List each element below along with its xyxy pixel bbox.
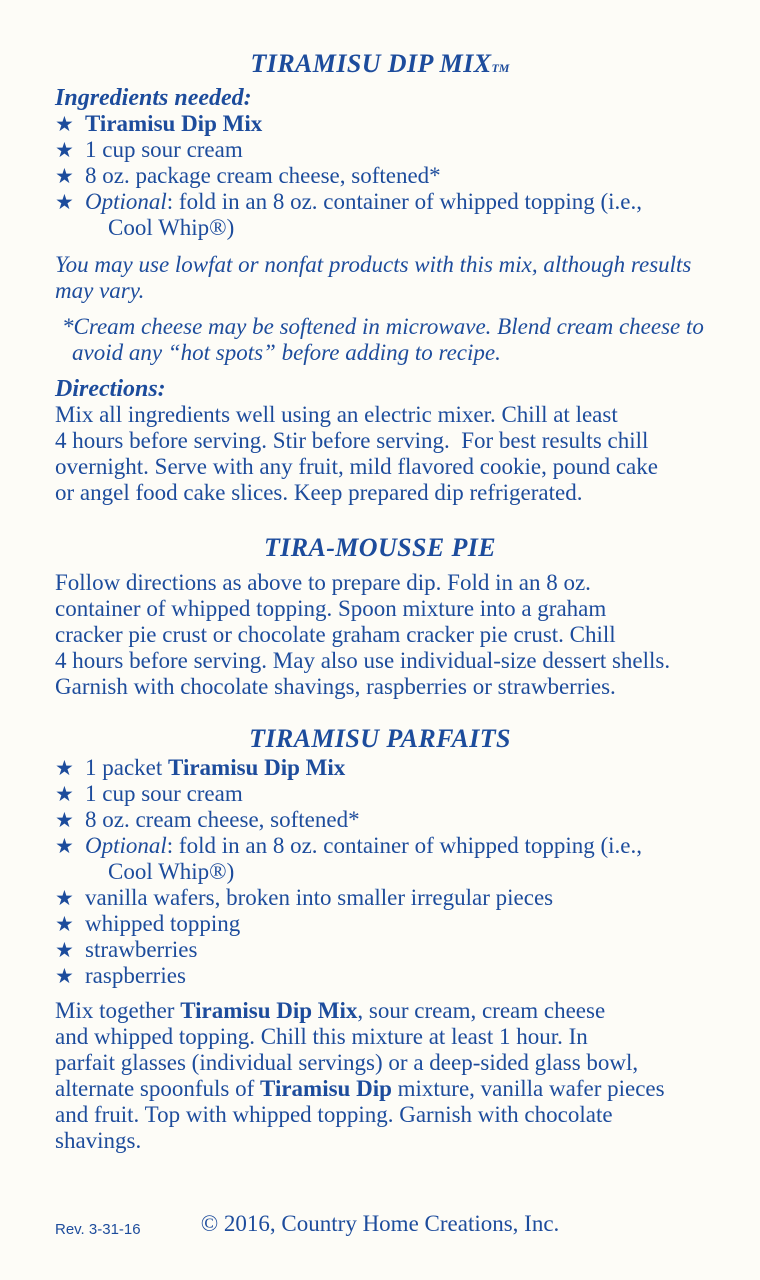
ingredient-item (55, 833, 705, 885)
text-line (55, 480, 705, 506)
text-line (55, 340, 705, 366)
text-line (55, 402, 705, 428)
ingredient-item (55, 911, 705, 937)
star-bullet-icon: ★ (55, 938, 74, 962)
text-segment: Tiramisu Dip (260, 1076, 392, 1101)
ingredient-item (55, 111, 705, 137)
text-line (55, 278, 705, 304)
text-segment: and fruit. Top with whipped topping. Garnish with chocolate (55, 1102, 613, 1127)
text-segment: Tiramisu Dip Mix (85, 111, 263, 136)
pie-section-heading: TIRA-MOUSSE PIE (263, 533, 497, 562)
text-segment: Mix together (55, 998, 181, 1023)
text-segment: 1 cup sour cream (85, 781, 243, 806)
ingredient-continuation-line (55, 859, 705, 885)
text-line (55, 998, 705, 1024)
text-segment: overnight. Serve with any fruit, mild flavored cookie, pound cake (55, 454, 658, 479)
text-line (55, 1024, 705, 1050)
text-segment: 1 packet (85, 755, 169, 780)
lowfat-note (55, 252, 705, 304)
copyright-text: © 2016, Country Home Creations, Inc. (200, 1211, 560, 1236)
text-segment: whipped topping (85, 911, 241, 936)
footer (0, 1210, 760, 1238)
text-segment: Mix all ingredients well using an electric mixer. Chill at least (55, 402, 618, 427)
ingredient-line (55, 755, 705, 781)
text-segment: 8 oz. cream cheese, softened* (85, 807, 360, 832)
ingredient-line (55, 937, 705, 963)
text-segment: mixture, vanilla wafer pieces (391, 1076, 665, 1101)
ingredient-line (55, 807, 705, 833)
text-segment: cracker pie crust or chocolate graham cracker pie crust. Chill (55, 622, 616, 647)
dip-directions-paragraph (55, 402, 705, 506)
text-line (55, 1102, 705, 1128)
ingredient-line (55, 189, 705, 215)
ingredient-line (55, 885, 705, 911)
text-line (55, 1128, 705, 1154)
text-line (55, 674, 705, 700)
ingredient-line (55, 163, 705, 189)
text-segment: Tiramisu Dip Mix (168, 755, 346, 780)
trademark-symbol: TM (491, 61, 510, 75)
star-bullet-icon: ★ (55, 164, 74, 188)
parfaits-ingredient-list (55, 755, 705, 989)
ingredient-line (55, 137, 705, 163)
ingredient-line (55, 911, 705, 937)
text-segment: Optional (85, 189, 167, 214)
recipe-title-text: TIRAMISU DIP MIX (250, 49, 492, 78)
text-segment: Tiramisu Dip Mix (180, 998, 358, 1023)
ingredient-item (55, 963, 705, 989)
text-line (55, 454, 705, 480)
text-segment: Follow directions as above to prepare dip. Fold in an 8 oz. (55, 570, 591, 595)
text-line (55, 622, 705, 648)
ingredient-item (55, 885, 705, 911)
ingredient-line (55, 833, 705, 859)
text-line (55, 596, 705, 622)
star-bullet-icon: ★ (55, 834, 74, 858)
text-segment: avoid any “hot spots” before adding to recipe. (72, 340, 501, 365)
text-segment: or angel food cake slices. Keep prepared dip refrigerated. (55, 480, 583, 505)
ingredient-item (55, 807, 705, 833)
text-segment: , sour cream, cream cheese (357, 998, 606, 1023)
text-segment: *Cream cheese may be softened in microwave. Blend cream cheese to (62, 314, 704, 339)
ingredient-line (55, 111, 705, 137)
text-segment: Cool Whip®) (108, 859, 235, 884)
text-segment: 4 hours before serving. Stir before serving. For best results chill (55, 428, 649, 453)
ingredient-item (55, 137, 705, 163)
text-segment: vanilla wafers, broken into smaller irregular pieces (85, 885, 554, 910)
text-segment: Garnish with chocolate shavings, raspberries or strawberries. (55, 674, 616, 699)
text-segment: You may use lowfat or nonfat products with this mix, although results (55, 252, 692, 277)
text-segment: may vary. (55, 278, 145, 303)
dip-ingredient-list (55, 111, 705, 241)
star-bullet-icon: ★ (55, 912, 74, 936)
text-segment: : fold in an 8 oz. container of whipped topping (i.e., (166, 189, 642, 214)
cream-cheese-note (55, 314, 705, 366)
ingredient-line (55, 963, 705, 989)
text-line (55, 314, 705, 340)
text-segment: alternate spoonfuls of (55, 1076, 261, 1101)
text-segment: : fold in an 8 oz. container of whipped topping (i.e., (166, 833, 642, 858)
star-bullet-icon: ★ (55, 782, 74, 806)
text-line (55, 648, 705, 674)
text-segment: Cool Whip®) (108, 215, 235, 240)
text-segment: container of whipped topping. Spoon mixture into a graham (55, 596, 607, 621)
ingredient-line (55, 781, 705, 807)
directions-label: Directions: (55, 376, 166, 402)
star-bullet-icon: ★ (55, 886, 74, 910)
ingredients-label: Ingredients needed: (55, 85, 252, 111)
text-segment: strawberries (85, 937, 198, 962)
star-bullet-icon: ★ (55, 964, 74, 988)
star-bullet-icon: ★ (55, 808, 74, 832)
ingredient-item (55, 781, 705, 807)
revision-label: Rev. 3-31-16 (55, 1221, 141, 1238)
star-bullet-icon: ★ (55, 138, 74, 162)
text-line (55, 1076, 705, 1102)
text-segment: and whipped topping. Chill this mixture at least 1 hour. In (55, 1024, 588, 1049)
text-line (55, 1050, 705, 1076)
star-bullet-icon: ★ (55, 112, 74, 136)
ingredient-item (55, 189, 705, 241)
star-bullet-icon: ★ (55, 190, 74, 214)
text-segment: shavings. (55, 1128, 142, 1153)
text-segment: 4 hours before serving. May also use individual-size dessert shells. (55, 648, 671, 673)
page-title (55, 50, 705, 82)
star-bullet-icon: ★ (55, 756, 74, 780)
text-segment: raspberries (85, 963, 186, 988)
pie-directions-paragraph (55, 570, 705, 700)
parfaits-directions-paragraph (55, 998, 705, 1154)
text-segment: parfait glasses (individual servings) or a deep-sided glass bowl, (55, 1050, 639, 1075)
ingredient-item (55, 937, 705, 963)
text-segment: 8 oz. package cream cheese, softened* (85, 163, 441, 188)
text-line (55, 570, 705, 596)
ingredient-item (55, 163, 705, 189)
text-line (55, 252, 705, 278)
text-line (55, 428, 705, 454)
ingredient-continuation-line (55, 215, 705, 241)
ingredient-item (55, 755, 705, 781)
text-segment: 1 cup sour cream (85, 137, 243, 162)
parfaits-section-heading: TIRAMISU PARFAITS (249, 724, 511, 753)
text-segment: Optional (85, 833, 167, 858)
